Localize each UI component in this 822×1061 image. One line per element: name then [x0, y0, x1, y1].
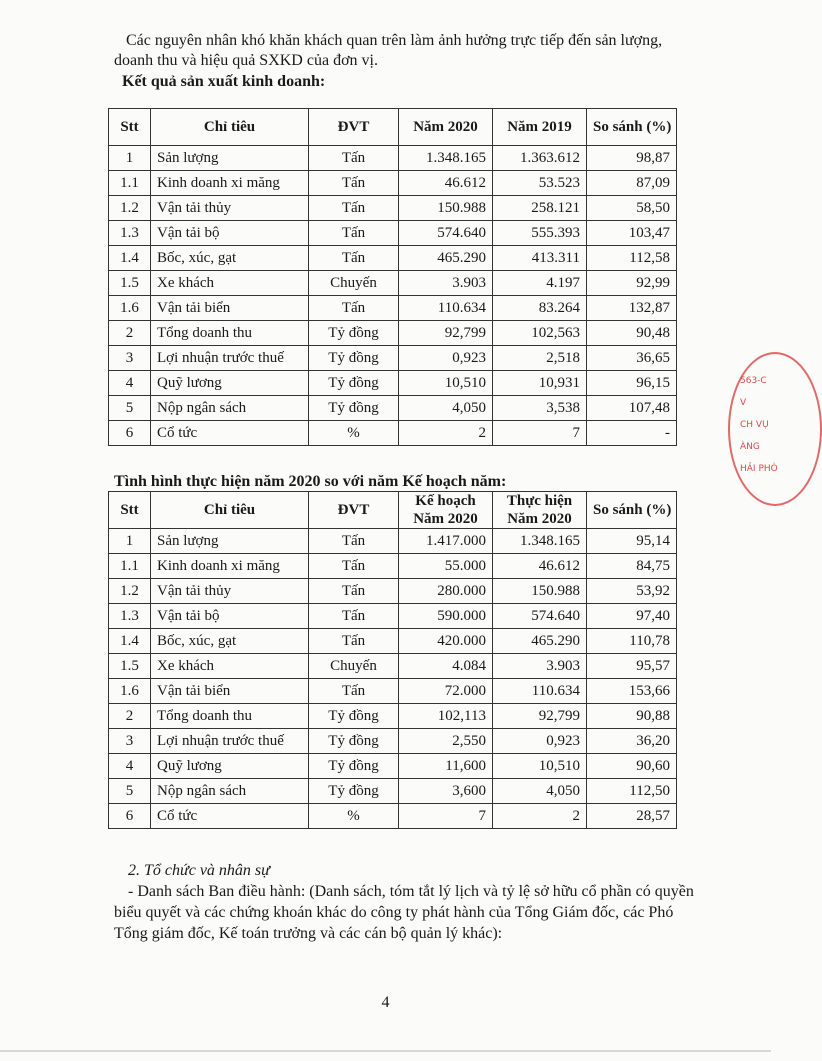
- cell-value-b: 465.290: [493, 629, 587, 654]
- cell-stt: 6: [109, 421, 151, 446]
- cell-value-a: 420.000: [399, 629, 493, 654]
- cell-value-a: 590.000: [399, 604, 493, 629]
- column-header-stt: Stt: [109, 492, 151, 529]
- stamp-line: HẢI PHÒ: [740, 464, 778, 474]
- cell-value-b: 258.121: [493, 196, 587, 221]
- cell-comparison: 87,09: [587, 171, 677, 196]
- cell-indicator: Bốc, xúc, gạt: [151, 246, 309, 271]
- cell-value-b: 7: [493, 421, 587, 446]
- table-row: [109, 221, 677, 246]
- column-header-indicator: Chỉ tiêu: [151, 109, 309, 146]
- table-row: [109, 804, 677, 829]
- cell-value-a: 4.084: [399, 654, 493, 679]
- cell-comparison: 90,60: [587, 754, 677, 779]
- cell-comparison: 112,50: [587, 779, 677, 804]
- cell-comparison: 36,20: [587, 729, 677, 754]
- cell-unit: Tấn: [309, 554, 399, 579]
- table-row: [109, 246, 677, 271]
- cell-value-b: 574.640: [493, 604, 587, 629]
- plan-vs-actual-table: [108, 491, 677, 829]
- cell-value-a: 102,113: [399, 704, 493, 729]
- cell-comparison: 112,58: [587, 246, 677, 271]
- column-header-unit: ĐVT: [309, 109, 399, 146]
- cell-value-a: 280.000: [399, 579, 493, 604]
- column-header-comparison: So sánh (%): [587, 492, 677, 529]
- cell-indicator: Xe khách: [151, 654, 309, 679]
- cell-value-b: 4,050: [493, 779, 587, 804]
- cell-comparison: 95,57: [587, 654, 677, 679]
- cell-comparison: 132,87: [587, 296, 677, 321]
- table-row: [109, 729, 677, 754]
- cell-comparison: 28,57: [587, 804, 677, 829]
- cell-value-a: 1.348.165: [399, 146, 493, 171]
- cell-value-b: 413.311: [493, 246, 587, 271]
- scan-edge-line: [0, 1050, 771, 1052]
- table-row: [109, 396, 677, 421]
- cell-value-a: 1.417.000: [399, 529, 493, 554]
- cell-comparison: -: [587, 421, 677, 446]
- cell-stt: 5: [109, 396, 151, 421]
- column-header-stt: Stt: [109, 109, 151, 146]
- cell-comparison: 153,66: [587, 679, 677, 704]
- section-body: - Danh sách Ban điều hành: (Danh sách, tóm tắt lý lịch và tỷ lệ sở hữu cổ phần có quyền biểu quyết và các chứng khoán khác do công ty phát hành của Tổng Giám đốc, các Phó Tổng giám đốc, Kế toán trưởng và các cán bộ quản lý khác):: [114, 883, 694, 942]
- cell-value-b: 150.988: [493, 579, 587, 604]
- cell-indicator: Sản lượng: [151, 146, 309, 171]
- cell-value-b: 3.903: [493, 654, 587, 679]
- cell-value-a: 465.290: [399, 246, 493, 271]
- cell-indicator: Tổng doanh thu: [151, 704, 309, 729]
- cell-unit: Tỷ đồng: [309, 371, 399, 396]
- cell-value-a: 11,600: [399, 754, 493, 779]
- stamp-text: [740, 370, 778, 480]
- cell-indicator: Xe khách: [151, 271, 309, 296]
- table-row: [109, 754, 677, 779]
- cell-indicator: Kinh doanh xi măng: [151, 554, 309, 579]
- cell-indicator: Tổng doanh thu: [151, 321, 309, 346]
- column-header-value-b: Thực hiện Năm 2020: [493, 492, 587, 529]
- column-header-value-a: Năm 2020: [399, 109, 493, 146]
- cell-value-b: 3,538: [493, 396, 587, 421]
- intro-line-2: doanh thu và hiệu quả SXKD của đơn vị.: [114, 52, 378, 69]
- table-row: [109, 654, 677, 679]
- cell-stt: 1.3: [109, 221, 151, 246]
- cell-comparison: 98,87: [587, 146, 677, 171]
- cell-value-a: 3,600: [399, 779, 493, 804]
- cell-unit: Tỷ đồng: [309, 321, 399, 346]
- cell-value-a: 2,550: [399, 729, 493, 754]
- cell-indicator: Kinh doanh xi măng: [151, 171, 309, 196]
- cell-unit: Tỷ đồng: [309, 704, 399, 729]
- table-row: [109, 421, 677, 446]
- stamp-line: 563-C: [740, 376, 767, 386]
- column-header-comparison: So sánh (%): [587, 109, 677, 146]
- cell-stt: 2: [109, 704, 151, 729]
- cell-value-b: 0,923: [493, 729, 587, 754]
- cell-stt: 1.6: [109, 679, 151, 704]
- business-results-table: [108, 108, 677, 446]
- cell-comparison: 36,65: [587, 346, 677, 371]
- cell-value-b: 53.523: [493, 171, 587, 196]
- cell-unit: Tỷ đồng: [309, 729, 399, 754]
- table-row: [109, 679, 677, 704]
- section2-heading: Tình hình thực hiện năm 2020 so với năm Kế hoạch năm:: [114, 473, 507, 490]
- cell-value-b: 110.634: [493, 679, 587, 704]
- cell-indicator: Cổ tức: [151, 421, 309, 446]
- cell-value-b: 10,510: [493, 754, 587, 779]
- cell-comparison: 96,15: [587, 371, 677, 396]
- cell-stt: 1.1: [109, 554, 151, 579]
- page-number: 4: [381, 994, 390, 1011]
- table-row: [109, 604, 677, 629]
- cell-value-a: 10,510: [399, 371, 493, 396]
- column-header-value-b: Năm 2019: [493, 109, 587, 146]
- stamp-line: ÀNG: [740, 442, 760, 452]
- cell-stt: 1.2: [109, 579, 151, 604]
- cell-unit: Chuyến: [309, 271, 399, 296]
- cell-indicator: Vận tải thủy: [151, 579, 309, 604]
- table-row: [109, 629, 677, 654]
- cell-stt: 1: [109, 529, 151, 554]
- cell-comparison: 95,14: [587, 529, 677, 554]
- cell-comparison: 84,75: [587, 554, 677, 579]
- cell-value-a: 7: [399, 804, 493, 829]
- cell-value-a: 4,050: [399, 396, 493, 421]
- cell-comparison: 58,50: [587, 196, 677, 221]
- cell-unit: Tỷ đồng: [309, 779, 399, 804]
- cell-indicator: Cổ tức: [151, 804, 309, 829]
- cell-stt: 1.2: [109, 196, 151, 221]
- cell-value-a: 0,923: [399, 346, 493, 371]
- cell-value-b: 102,563: [493, 321, 587, 346]
- cell-value-b: 555.393: [493, 221, 587, 246]
- table-row: [109, 529, 677, 554]
- cell-value-a: 92,799: [399, 321, 493, 346]
- cell-indicator: Vận tải bộ: [151, 221, 309, 246]
- table-row: [109, 146, 677, 171]
- cell-comparison: 97,40: [587, 604, 677, 629]
- cell-comparison: 53,92: [587, 579, 677, 604]
- organization-section: [114, 860, 704, 944]
- table-row: [109, 321, 677, 346]
- cell-stt: 3: [109, 729, 151, 754]
- cell-unit: Tấn: [309, 529, 399, 554]
- cell-unit: Tỷ đồng: [309, 396, 399, 421]
- table-row: [109, 196, 677, 221]
- table-row: [109, 779, 677, 804]
- cell-unit: Tấn: [309, 146, 399, 171]
- company-seal-stamp: [728, 352, 822, 506]
- cell-indicator: Vận tải thủy: [151, 196, 309, 221]
- cell-unit: Tấn: [309, 629, 399, 654]
- cell-unit: Tấn: [309, 246, 399, 271]
- table-row: [109, 171, 677, 196]
- cell-value-a: 150.988: [399, 196, 493, 221]
- cell-unit: %: [309, 421, 399, 446]
- table-row: [109, 296, 677, 321]
- table-row: [109, 554, 677, 579]
- cell-stt: 6: [109, 804, 151, 829]
- cell-unit: Tỷ đồng: [309, 754, 399, 779]
- cell-comparison: 110,78: [587, 629, 677, 654]
- cell-unit: Tấn: [309, 579, 399, 604]
- cell-value-a: 46.612: [399, 171, 493, 196]
- cell-value-b: 2,518: [493, 346, 587, 371]
- cell-comparison: 90,88: [587, 704, 677, 729]
- cell-comparison: 103,47: [587, 221, 677, 246]
- section-title: 2. Tổ chức và nhân sự: [128, 862, 270, 879]
- cell-stt: 1.5: [109, 271, 151, 296]
- cell-indicator: Quỹ lương: [151, 371, 309, 396]
- cell-stt: 4: [109, 754, 151, 779]
- cell-stt: 1.6: [109, 296, 151, 321]
- cell-value-b: 2: [493, 804, 587, 829]
- column-header-value-a: Kế hoạch Năm 2020: [399, 492, 493, 529]
- table-row: [109, 371, 677, 396]
- cell-indicator: Nộp ngân sách: [151, 396, 309, 421]
- cell-unit: Tấn: [309, 171, 399, 196]
- cell-stt: 1.3: [109, 604, 151, 629]
- cell-stt: 3: [109, 346, 151, 371]
- cell-value-b: 83.264: [493, 296, 587, 321]
- cell-value-a: 110.634: [399, 296, 493, 321]
- cell-indicator: Nộp ngân sách: [151, 779, 309, 804]
- cell-unit: Tấn: [309, 296, 399, 321]
- cell-indicator: Vận tải biển: [151, 679, 309, 704]
- cell-unit: %: [309, 804, 399, 829]
- table-row: [109, 271, 677, 296]
- cell-value-b: 46.612: [493, 554, 587, 579]
- cell-comparison: 90,48: [587, 321, 677, 346]
- cell-value-b: 10,931: [493, 371, 587, 396]
- cell-stt: 1.4: [109, 246, 151, 271]
- table-row: [109, 704, 677, 729]
- cell-unit: Tấn: [309, 221, 399, 246]
- cell-value-a: 72.000: [399, 679, 493, 704]
- column-header-indicator: Chỉ tiêu: [151, 492, 309, 529]
- cell-indicator: Vận tải bộ: [151, 604, 309, 629]
- cell-stt: 1: [109, 146, 151, 171]
- cell-stt: 1.4: [109, 629, 151, 654]
- cell-indicator: Bốc, xúc, gạt: [151, 629, 309, 654]
- cell-indicator: Lợi nhuận trước thuế: [151, 346, 309, 371]
- cell-indicator: Quỹ lương: [151, 754, 309, 779]
- cell-unit: Chuyến: [309, 654, 399, 679]
- cell-indicator: Sản lượng: [151, 529, 309, 554]
- cell-comparison: 107,48: [587, 396, 677, 421]
- cell-value-a: 574.640: [399, 221, 493, 246]
- stamp-line: V: [740, 398, 747, 408]
- table-row: [109, 579, 677, 604]
- cell-stt: 4: [109, 371, 151, 396]
- cell-value-a: 2: [399, 421, 493, 446]
- column-header-unit: ĐVT: [309, 492, 399, 529]
- table-header-row: [109, 109, 677, 146]
- cell-unit: Tấn: [309, 679, 399, 704]
- cell-unit: Tấn: [309, 196, 399, 221]
- cell-value-b: 92,799: [493, 704, 587, 729]
- cell-value-b: 1.348.165: [493, 529, 587, 554]
- cell-stt: 5: [109, 779, 151, 804]
- cell-stt: 1.5: [109, 654, 151, 679]
- cell-value-b: 4.197: [493, 271, 587, 296]
- stamp-line: CH VỤ: [740, 420, 769, 430]
- cell-indicator: Lợi nhuận trước thuế: [151, 729, 309, 754]
- cell-stt: 2: [109, 321, 151, 346]
- table-header-row: [109, 492, 677, 529]
- table-row: [109, 346, 677, 371]
- intro-line-1: Các nguyên nhân khó khăn khách quan trên làm ảnh hưởng trực tiếp đến sản lượng,: [126, 32, 663, 49]
- cell-value-a: 3.903: [399, 271, 493, 296]
- cell-value-b: 1.363.612: [493, 146, 587, 171]
- cell-stt: 1.1: [109, 171, 151, 196]
- intro-paragraph: [114, 31, 694, 71]
- cell-unit: Tỷ đồng: [309, 346, 399, 371]
- cell-unit: Tấn: [309, 604, 399, 629]
- cell-indicator: Vận tải biển: [151, 296, 309, 321]
- cell-value-a: 55.000: [399, 554, 493, 579]
- cell-comparison: 92,99: [587, 271, 677, 296]
- section1-heading: Kết quả sản xuất kinh doanh:: [122, 73, 326, 90]
